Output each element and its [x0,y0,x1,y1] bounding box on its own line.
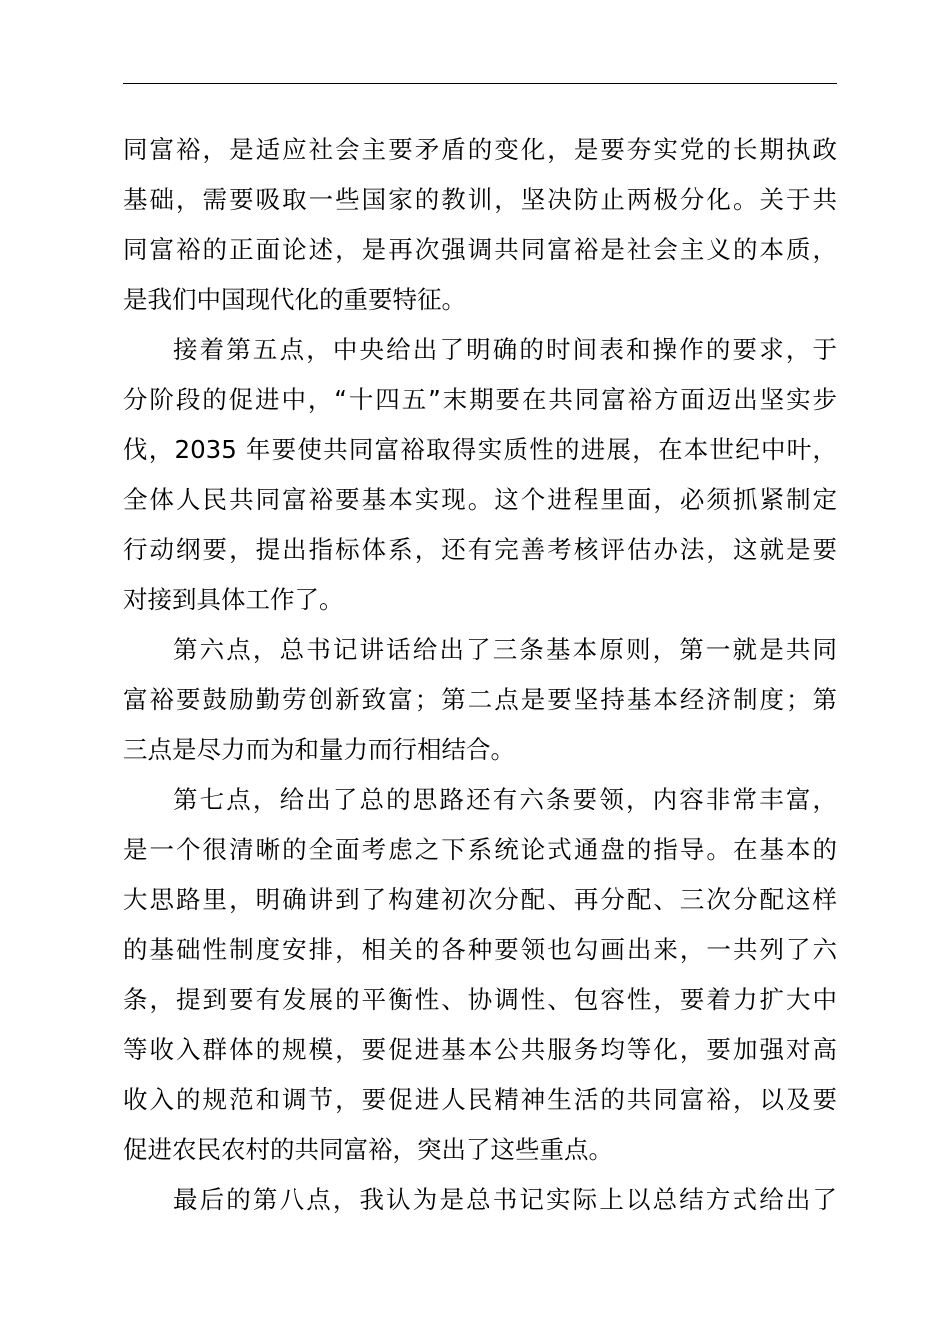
body-text [123,125,837,1225]
text-line: 分阶段的促进中，“十四五”末期要在共同富裕方面迈出坚实步 [123,385,837,414]
text-line: 最后的第八点，我认为是总书记实际上以总结方式给出了 [173,1185,837,1214]
paragraph [123,625,837,775]
text-line: 同富裕的正面论述，是再次强调共同富裕是社会主义的本质， [123,235,837,264]
text-line: 伐，2035 年要使共同富裕取得实质性的进展，在本世纪中叶， [123,435,837,464]
text-line: 等收入群体的规模，要促进基本公共服务均等化，要加强对高 [123,1035,837,1064]
text-line: 全体人民共同富裕要基本实现。这个进程里面，必须抓紧制定 [123,485,837,514]
text-line: 条，提到要有发展的平衡性、协调性、包容性，要着力扩大中 [123,985,837,1014]
text-line: 促进农民农村的共同富裕，突出了这些重点。 [123,1135,613,1164]
text-line: 是一个很清晰的全面考虑之下系统论式通盘的指导。在基本的 [123,835,837,864]
header-rule [123,83,837,84]
text-line: 第六点，总书记讲话给出了三条基本原则，第一就是共同 [173,635,837,664]
text-line: 对接到具体工作了。 [123,585,344,614]
text-line: 三点是尽力而为和量力而行相结合。 [123,735,515,764]
paragraph [123,1175,837,1225]
text-line: 是我们中国现代化的重要特征。 [123,285,466,314]
text-line: 第七点，给出了总的思路还有六条要领，内容非常丰富， [173,785,837,814]
text-line: 行动纲要，提出指标体系，还有完善考核评估办法，这就是要 [123,535,837,564]
text-line: 大思路里，明确讲到了构建初次分配、再分配、三次分配这样 [123,885,837,914]
text-line: 富裕要鼓励勤劳创新致富；第二点是要坚持基本经济制度；第 [123,685,837,714]
text-line: 接着第五点，中央给出了明确的时间表和操作的要求，于 [173,335,837,364]
paragraph [123,325,837,625]
paragraph [123,775,837,1175]
text-line: 收入的规范和调节，要促进人民精神生活的共同富裕，以及要 [123,1085,837,1114]
text-line: 基础，需要吸取一些国家的教训，坚决防止两极分化。关于共 [123,185,837,214]
text-line: 的基础性制度安排，相关的各种要领也勾画出来，一共列了六 [123,935,837,964]
text-line: 同富裕，是适应社会主要矛盾的变化，是要夯实党的长期执政 [123,135,837,164]
paragraph [123,125,837,325]
